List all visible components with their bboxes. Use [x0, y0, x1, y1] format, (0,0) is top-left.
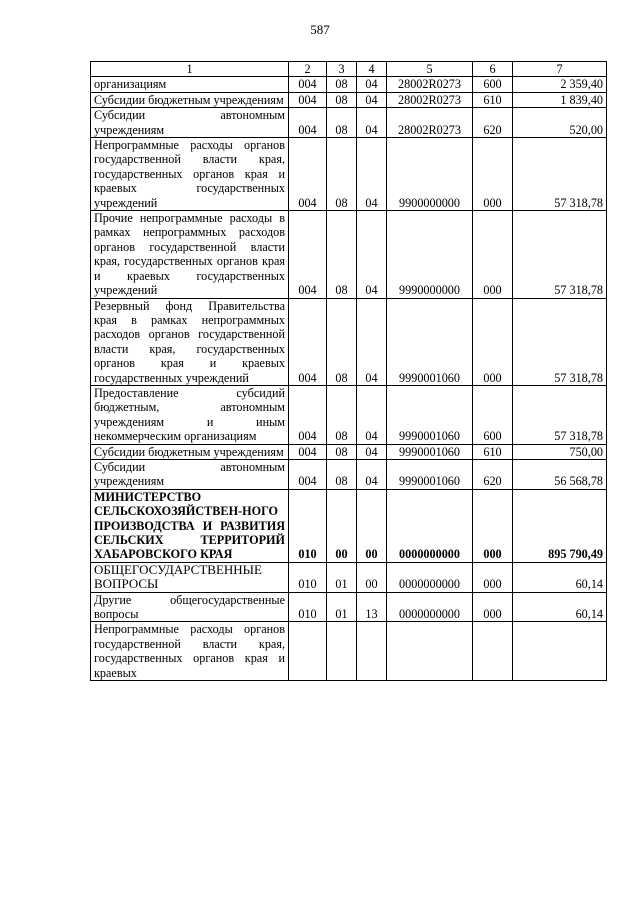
row-section: 08 — [327, 138, 357, 211]
row-ministry-code — [289, 622, 327, 681]
header-row — [91, 62, 607, 77]
row-target-article: 9990001060 — [387, 444, 473, 459]
header-col-2: 2 — [289, 62, 327, 77]
row-ministry-code: 010 — [289, 489, 327, 562]
budget-table — [90, 61, 607, 681]
row-amount: 57 318,78 — [513, 211, 607, 298]
row-name: Прочие непрограммные расходы в рамках непрограммных расходов органов государственной власти края, государственных органов края и краевых государственных учреждений — [91, 211, 289, 298]
row-ministry-code: 004 — [289, 108, 327, 138]
row-subsection: 04 — [357, 385, 387, 444]
header-col-6: 6 — [473, 62, 513, 77]
row-target-article: 28002R0273 — [387, 77, 473, 92]
row-target-article: 28002R0273 — [387, 108, 473, 138]
table-row — [91, 138, 607, 211]
row-target-article: 9900000000 — [387, 138, 473, 211]
row-expense-type: 600 — [473, 385, 513, 444]
row-target-article: 0000000000 — [387, 562, 473, 592]
row-subsection: 04 — [357, 211, 387, 298]
row-expense-type: 620 — [473, 108, 513, 138]
row-amount: 60,14 — [513, 562, 607, 592]
row-section: 08 — [327, 459, 357, 489]
row-name: Непрограммные расходы органов государственной власти края, государственных органов края и краевых государственных учреждений — [91, 138, 289, 211]
table-row — [91, 444, 607, 459]
row-name: Непрограммные расходы органов государственной власти края, государственных органов края и краевых — [91, 622, 289, 681]
table-row — [91, 108, 607, 138]
row-amount: 60,14 — [513, 592, 607, 622]
row-target-article: 9990001060 — [387, 385, 473, 444]
table-row — [91, 622, 607, 681]
header-col-7: 7 — [513, 62, 607, 77]
table-row — [91, 211, 607, 298]
row-expense-type: 000 — [473, 489, 513, 562]
row-subsection: 04 — [357, 108, 387, 138]
row-name: Субсидии автономным учреждениям — [91, 108, 289, 138]
row-section: 08 — [327, 77, 357, 92]
row-subsection: 04 — [357, 138, 387, 211]
row-subsection: 04 — [357, 444, 387, 459]
row-subsection: 13 — [357, 592, 387, 622]
row-ministry-code: 004 — [289, 92, 327, 107]
row-target-article: 9990001060 — [387, 459, 473, 489]
row-section: 01 — [327, 562, 357, 592]
row-section — [327, 622, 357, 681]
row-subsection: 04 — [357, 77, 387, 92]
row-name: Резервный фонд Правительства края в рамках непрограммных расходов органов государственной власти края, государственных органов края и краевых государственных учреждений — [91, 298, 289, 385]
table-row — [91, 385, 607, 444]
row-expense-type: 000 — [473, 562, 513, 592]
row-amount: 57 318,78 — [513, 138, 607, 211]
row-amount: 2 359,40 — [513, 77, 607, 92]
row-ministry-code: 004 — [289, 298, 327, 385]
row-expense-type: 000 — [473, 592, 513, 622]
row-amount: 56 568,78 — [513, 459, 607, 489]
row-subsection: 00 — [357, 489, 387, 562]
row-target-article: 28002R0273 — [387, 92, 473, 107]
header-col-5: 5 — [387, 62, 473, 77]
row-section: 01 — [327, 592, 357, 622]
header-col-4: 4 — [357, 62, 387, 77]
row-subsection: 04 — [357, 92, 387, 107]
row-target-article: 9990001060 — [387, 298, 473, 385]
row-subsection: 00 — [357, 562, 387, 592]
row-target-article: 0000000000 — [387, 489, 473, 562]
row-name: ОБЩЕГОСУДАРСТВЕННЫЕ ВОПРОСЫ — [91, 562, 289, 592]
row-expense-type: 600 — [473, 77, 513, 92]
row-expense-type: 620 — [473, 459, 513, 489]
table-row — [91, 592, 607, 622]
row-subsection — [357, 622, 387, 681]
row-section: 00 — [327, 489, 357, 562]
row-ministry-code: 010 — [289, 562, 327, 592]
row-ministry-code: 004 — [289, 77, 327, 92]
row-amount: 520,00 — [513, 108, 607, 138]
row-section: 08 — [327, 108, 357, 138]
row-name: Другие общегосударственные вопросы — [91, 592, 289, 622]
row-amount — [513, 622, 607, 681]
row-ministry-code: 010 — [289, 592, 327, 622]
row-target-article — [387, 622, 473, 681]
row-amount: 895 790,49 — [513, 489, 607, 562]
page-number: 587 — [310, 22, 330, 37]
row-expense-type — [473, 622, 513, 681]
row-section: 08 — [327, 444, 357, 459]
table-row — [91, 77, 607, 92]
row-section: 08 — [327, 92, 357, 107]
row-target-article: 0000000000 — [387, 592, 473, 622]
row-name: Субсидии бюджетным учреждениям — [91, 444, 289, 459]
header-col-3: 3 — [327, 62, 357, 77]
row-expense-type: 610 — [473, 92, 513, 107]
table-row — [91, 562, 607, 592]
row-section: 08 — [327, 385, 357, 444]
row-ministry-code: 004 — [289, 211, 327, 298]
row-subsection: 04 — [357, 298, 387, 385]
table-row — [91, 459, 607, 489]
row-ministry-code: 004 — [289, 138, 327, 211]
row-expense-type: 610 — [473, 444, 513, 459]
row-name: организациям — [91, 77, 289, 92]
row-amount: 57 318,78 — [513, 385, 607, 444]
row-section: 08 — [327, 298, 357, 385]
row-name: Субсидии бюджетным учреждениям — [91, 92, 289, 107]
row-name: Субсидии автономным учреждениям — [91, 459, 289, 489]
row-ministry-code: 004 — [289, 459, 327, 489]
row-amount: 750,00 — [513, 444, 607, 459]
table-row — [91, 298, 607, 385]
row-target-article: 9990000000 — [387, 211, 473, 298]
row-amount: 1 839,40 — [513, 92, 607, 107]
table-row — [91, 92, 607, 107]
header-col-1: 1 — [91, 62, 289, 77]
table-row-ministry-heading — [91, 489, 607, 562]
row-expense-type: 000 — [473, 138, 513, 211]
row-ministry-code: 004 — [289, 385, 327, 444]
row-name: МИНИСТЕРСТВО СЕЛЬСКОХОЗЯЙСТВЕН-НОГО ПРОИЗВОДСТВА И РАЗВИТИЯ СЕЛЬСКИХ ТЕРРИТОРИЙ ХАБАРОВСКОГО КРАЯ — [91, 489, 289, 562]
row-expense-type: 000 — [473, 298, 513, 385]
row-expense-type: 000 — [473, 211, 513, 298]
row-name: Предоставление субсидий бюджетным, автономным учреждениям и иным некоммерческим организациям — [91, 385, 289, 444]
row-subsection: 04 — [357, 459, 387, 489]
row-ministry-code: 004 — [289, 444, 327, 459]
row-amount: 57 318,78 — [513, 298, 607, 385]
row-section: 08 — [327, 211, 357, 298]
